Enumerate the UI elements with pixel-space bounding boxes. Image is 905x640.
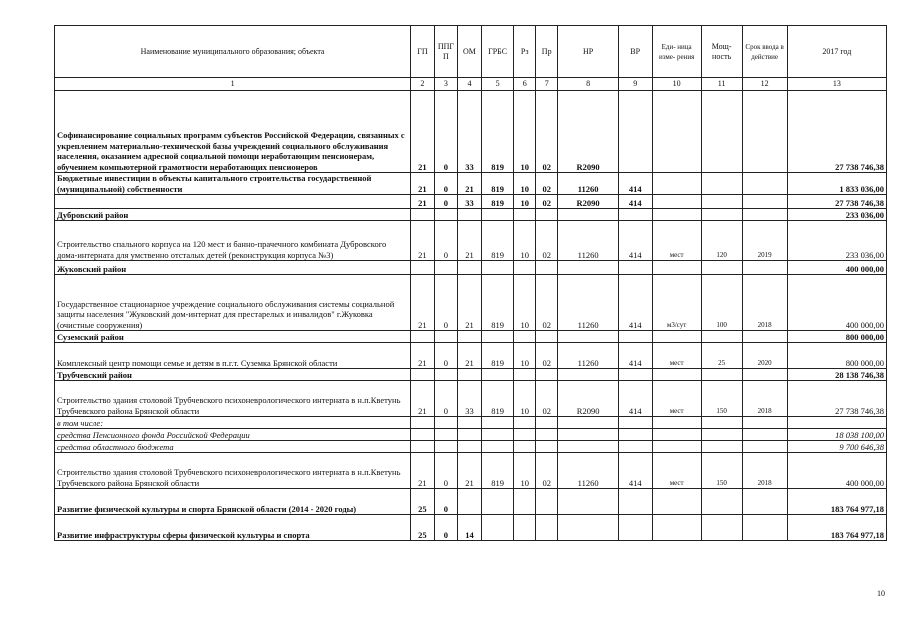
row-name (55, 195, 411, 209)
term-cell (742, 173, 787, 195)
gp-cell: 21 (411, 381, 435, 417)
grbs-cell: 819 (481, 453, 514, 489)
rz-cell (514, 331, 535, 343)
row-name: средства Пенсионного фонда Российской Федерации (55, 429, 411, 441)
unit-cell: мест (652, 453, 701, 489)
table-row (55, 453, 887, 489)
term-cell (742, 489, 787, 515)
gp-cell: 21 (411, 195, 435, 209)
pr-cell (535, 489, 558, 515)
unit-cell (652, 489, 701, 515)
power-cell (701, 441, 742, 453)
term-cell (742, 515, 787, 541)
vr-cell (618, 331, 652, 343)
vr-cell: 414 (618, 343, 652, 369)
gp-cell (411, 261, 435, 275)
term-cell: 2018 (742, 453, 787, 489)
power-cell (701, 91, 742, 173)
row-name: Комплексный центр помощи семье и детям в п.г.т. Суземка Брянской области (55, 343, 411, 369)
column-number: 5 (481, 78, 514, 91)
rz-cell (514, 369, 535, 381)
grbs-cell: 819 (481, 275, 514, 331)
column-number: 2 (411, 78, 435, 91)
column-number: 9 (618, 78, 652, 91)
vr-cell (618, 429, 652, 441)
vr-cell (618, 369, 652, 381)
nr-cell: 11260 (558, 221, 618, 261)
power-cell (701, 417, 742, 429)
column-number: 3 (434, 78, 458, 91)
table-row (55, 173, 887, 195)
gp-cell: 21 (411, 275, 435, 331)
pr-cell (535, 441, 558, 453)
column-number: 1 (55, 78, 411, 91)
amount-cell: 27 738 746,38 (787, 381, 886, 417)
amount-cell (787, 417, 886, 429)
table-row (55, 91, 887, 173)
term-cell: 2018 (742, 381, 787, 417)
vr-cell (618, 91, 652, 173)
amount-cell: 1 833 036,00 (787, 173, 886, 195)
pr-cell: 02 (535, 275, 558, 331)
table-row (55, 515, 887, 541)
grbs-cell (481, 369, 514, 381)
om-cell (458, 261, 482, 275)
term-cell (742, 261, 787, 275)
unit-cell (652, 331, 701, 343)
table-row (55, 261, 887, 275)
row-name: Строительство здания столовой Трубчевского психоневрологического интерната в н.п.Кветунь Трубчевского района Брянской области (55, 381, 411, 417)
grbs-cell: 819 (481, 91, 514, 173)
ppgp-cell: 0 (434, 275, 458, 331)
column-number: 6 (514, 78, 535, 91)
vr-cell (618, 515, 652, 541)
gp-cell: 21 (411, 173, 435, 195)
row-name: Государственное стационарное учреждение социального обслуживания системы социальной защиты населения "Жуковский дом-интернат для престарелых и инвалидов" г.Жуковка (очистные сооружения) (55, 275, 411, 331)
header-cell: ВР (618, 26, 652, 78)
page-number: 10 (877, 589, 885, 598)
row-name: Суземский район (55, 331, 411, 343)
gp-cell (411, 417, 435, 429)
power-cell: 150 (701, 453, 742, 489)
pr-cell (535, 429, 558, 441)
term-cell (742, 91, 787, 173)
ppgp-cell (434, 417, 458, 429)
header-cell: Срок ввода в действие (742, 26, 787, 78)
amount-cell: 183 764 977,18 (787, 515, 886, 541)
pr-cell (535, 515, 558, 541)
term-cell (742, 195, 787, 209)
gp-cell: 25 (411, 489, 435, 515)
om-cell (458, 489, 482, 515)
gp-cell: 21 (411, 453, 435, 489)
rz-cell: 10 (514, 381, 535, 417)
unit-cell (652, 429, 701, 441)
table-row (55, 441, 887, 453)
table-row (55, 331, 887, 343)
amount-cell: 800 000,00 (787, 331, 886, 343)
unit-cell: мест (652, 343, 701, 369)
row-name: Строительство спального корпуса на 120 мест и банно-прачечного комбината Дубровского дома-интерната для умственно отсталых детей (реконструкция корпуса №3) (55, 221, 411, 261)
unit-cell: мест (652, 381, 701, 417)
header-cell: Наименование муниципального образования; объекта (55, 26, 411, 78)
ppgp-cell: 0 (434, 195, 458, 209)
rz-cell: 10 (514, 343, 535, 369)
column-number: 11 (701, 78, 742, 91)
header-cell: ППГ П (434, 26, 458, 78)
rz-cell: 10 (514, 91, 535, 173)
amount-cell: 183 764 977,18 (787, 489, 886, 515)
power-cell (701, 209, 742, 221)
nr-cell (558, 417, 618, 429)
gp-cell: 21 (411, 221, 435, 261)
rz-cell: 10 (514, 453, 535, 489)
amount-cell: 400 000,00 (787, 453, 886, 489)
amount-cell: 18 038 100,00 (787, 429, 886, 441)
table-row (55, 221, 887, 261)
unit-cell: мест (652, 221, 701, 261)
table-row (55, 343, 887, 369)
table-row (55, 417, 887, 429)
amount-cell: 27 738 746,38 (787, 91, 886, 173)
row-name: Развитие физической культуры и спорта Брянской области (2014 - 2020 годы) (55, 489, 411, 515)
nr-cell: 11260 (558, 453, 618, 489)
gp-cell: 21 (411, 91, 435, 173)
grbs-cell: 819 (481, 381, 514, 417)
pr-cell (535, 209, 558, 221)
vr-cell: 414 (618, 221, 652, 261)
om-cell: 33 (458, 195, 482, 209)
gp-cell (411, 209, 435, 221)
unit-cell (652, 91, 701, 173)
power-cell: 150 (701, 381, 742, 417)
nr-cell (558, 331, 618, 343)
table-body (55, 91, 887, 541)
row-name: в том числе: (55, 417, 411, 429)
unit-cell: м3/сут (652, 275, 701, 331)
rz-cell (514, 429, 535, 441)
term-cell: 2018 (742, 275, 787, 331)
vr-cell: 414 (618, 195, 652, 209)
table-row (55, 369, 887, 381)
term-cell (742, 441, 787, 453)
budget-table (54, 25, 887, 541)
power-cell: 25 (701, 343, 742, 369)
unit-cell (652, 515, 701, 541)
om-cell (458, 417, 482, 429)
ppgp-cell (434, 209, 458, 221)
nr-cell: 11260 (558, 173, 618, 195)
grbs-cell: 819 (481, 343, 514, 369)
header-cell: ГП (411, 26, 435, 78)
rz-cell (514, 489, 535, 515)
pr-cell: 02 (535, 343, 558, 369)
grbs-cell: 819 (481, 173, 514, 195)
gp-cell (411, 429, 435, 441)
pr-cell: 02 (535, 195, 558, 209)
gp-cell (411, 331, 435, 343)
vr-cell: 414 (618, 173, 652, 195)
pr-cell (535, 369, 558, 381)
gp-cell (411, 369, 435, 381)
power-cell (701, 429, 742, 441)
row-name: средства областного бюджета (55, 441, 411, 453)
term-cell (742, 429, 787, 441)
ppgp-cell: 0 (434, 221, 458, 261)
om-cell (458, 369, 482, 381)
rz-cell (514, 209, 535, 221)
nr-cell (558, 441, 618, 453)
header-cell: НР (558, 26, 618, 78)
om-cell: 21 (458, 275, 482, 331)
nr-cell (558, 261, 618, 275)
unit-cell (652, 173, 701, 195)
pr-cell (535, 417, 558, 429)
amount-cell: 9 700 646,38 (787, 441, 886, 453)
vr-cell (618, 417, 652, 429)
term-cell (742, 331, 787, 343)
vr-cell: 414 (618, 275, 652, 331)
amount-cell: 27 738 746,38 (787, 195, 886, 209)
power-cell (701, 173, 742, 195)
pr-cell: 02 (535, 173, 558, 195)
unit-cell (652, 417, 701, 429)
om-cell: 21 (458, 221, 482, 261)
table-row (55, 381, 887, 417)
ppgp-cell: 0 (434, 173, 458, 195)
gp-cell: 21 (411, 343, 435, 369)
header-cell: 2017 год (787, 26, 886, 78)
vr-cell (618, 261, 652, 275)
power-cell (701, 489, 742, 515)
rz-cell (514, 441, 535, 453)
om-cell: 33 (458, 91, 482, 173)
rz-cell: 10 (514, 221, 535, 261)
column-number-row (55, 78, 887, 91)
om-cell: 33 (458, 381, 482, 417)
ppgp-cell: 0 (434, 453, 458, 489)
grbs-cell: 819 (481, 195, 514, 209)
om-cell (458, 331, 482, 343)
nr-cell (558, 209, 618, 221)
header-cell: Пр (535, 26, 558, 78)
gp-cell: 25 (411, 515, 435, 541)
ppgp-cell (434, 261, 458, 275)
table-row (55, 489, 887, 515)
header-row (55, 26, 887, 78)
power-cell (701, 261, 742, 275)
amount-cell: 233 036,00 (787, 209, 886, 221)
row-name: Бюджетные инвестиции в объекты капитального строительства государственной (муниципальной) собственности (55, 173, 411, 195)
rz-cell: 10 (514, 275, 535, 331)
unit-cell (652, 195, 701, 209)
power-cell: 100 (701, 275, 742, 331)
rz-cell: 10 (514, 195, 535, 209)
amount-cell: 800 000,00 (787, 343, 886, 369)
grbs-cell (481, 515, 514, 541)
nr-cell (558, 515, 618, 541)
unit-cell (652, 369, 701, 381)
ppgp-cell (434, 369, 458, 381)
grbs-cell (481, 429, 514, 441)
grbs-cell: 819 (481, 221, 514, 261)
rz-cell (514, 417, 535, 429)
header-cell: Мощ- ность (701, 26, 742, 78)
nr-cell (558, 489, 618, 515)
power-cell (701, 369, 742, 381)
grbs-cell (481, 209, 514, 221)
budget-table-sheet (54, 25, 887, 541)
header-cell: ОМ (458, 26, 482, 78)
table-row (55, 195, 887, 209)
column-number: 10 (652, 78, 701, 91)
om-cell: 21 (458, 453, 482, 489)
vr-cell (618, 209, 652, 221)
grbs-cell (481, 331, 514, 343)
pr-cell: 02 (535, 91, 558, 173)
power-cell (701, 515, 742, 541)
table-row (55, 209, 887, 221)
ppgp-cell (434, 441, 458, 453)
term-cell: 2020 (742, 343, 787, 369)
column-number: 4 (458, 78, 482, 91)
rz-cell (514, 261, 535, 275)
om-cell (458, 441, 482, 453)
column-number: 13 (787, 78, 886, 91)
om-cell: 14 (458, 515, 482, 541)
pr-cell (535, 331, 558, 343)
pr-cell: 02 (535, 221, 558, 261)
term-cell (742, 417, 787, 429)
unit-cell (652, 209, 701, 221)
power-cell (701, 331, 742, 343)
row-name: Софинансирование социальных программ субъектов Российской Федерации, связанных с укреплением материально-технической базы учреждений социального обслуживания населения, оказанием адресной социальной помощи неработающим пенсионерам, обучением компьютерной грамотности неработающих пенсионеров (55, 91, 411, 173)
table-row (55, 429, 887, 441)
gp-cell (411, 441, 435, 453)
ppgp-cell: 0 (434, 381, 458, 417)
nr-cell: R2090 (558, 195, 618, 209)
power-cell: 120 (701, 221, 742, 261)
om-cell (458, 209, 482, 221)
table-row (55, 275, 887, 331)
column-number: 12 (742, 78, 787, 91)
nr-cell (558, 429, 618, 441)
grbs-cell (481, 261, 514, 275)
nr-cell: R2090 (558, 91, 618, 173)
column-number: 7 (535, 78, 558, 91)
term-cell (742, 369, 787, 381)
grbs-cell (481, 417, 514, 429)
nr-cell: 11260 (558, 275, 618, 331)
vr-cell: 414 (618, 381, 652, 417)
nr-cell (558, 369, 618, 381)
ppgp-cell (434, 331, 458, 343)
row-name: Развитие инфраструктуры сферы физической культуры и спорта (55, 515, 411, 541)
pr-cell: 02 (535, 381, 558, 417)
rz-cell: 10 (514, 173, 535, 195)
header-cell: ГРБС (481, 26, 514, 78)
nr-cell: 11260 (558, 343, 618, 369)
rz-cell (514, 515, 535, 541)
grbs-cell (481, 441, 514, 453)
om-cell (458, 429, 482, 441)
unit-cell (652, 441, 701, 453)
amount-cell: 400 000,00 (787, 261, 886, 275)
header-cell: Рз (514, 26, 535, 78)
term-cell: 2019 (742, 221, 787, 261)
amount-cell: 233 036,00 (787, 221, 886, 261)
vr-cell (618, 489, 652, 515)
column-number: 8 (558, 78, 618, 91)
amount-cell: 400 000,00 (787, 275, 886, 331)
header-cell: Еди- ница изме- рения (652, 26, 701, 78)
row-name: Строительство здания столовой Трубчевского психоневрологического интерната в н.п.Кветунь Трубчевского района Брянской области (55, 453, 411, 489)
vr-cell: 414 (618, 453, 652, 489)
row-name: Трубчевский район (55, 369, 411, 381)
om-cell: 21 (458, 343, 482, 369)
nr-cell: R2090 (558, 381, 618, 417)
vr-cell (618, 441, 652, 453)
ppgp-cell: 0 (434, 343, 458, 369)
row-name: Дубровский район (55, 209, 411, 221)
amount-cell: 28 138 746,38 (787, 369, 886, 381)
ppgp-cell: 0 (434, 91, 458, 173)
term-cell (742, 209, 787, 221)
ppgp-cell: 0 (434, 515, 458, 541)
power-cell (701, 195, 742, 209)
ppgp-cell: 0 (434, 489, 458, 515)
ppgp-cell (434, 429, 458, 441)
om-cell: 21 (458, 173, 482, 195)
pr-cell: 02 (535, 453, 558, 489)
unit-cell (652, 261, 701, 275)
row-name: Жуковский район (55, 261, 411, 275)
grbs-cell (481, 489, 514, 515)
pr-cell (535, 261, 558, 275)
